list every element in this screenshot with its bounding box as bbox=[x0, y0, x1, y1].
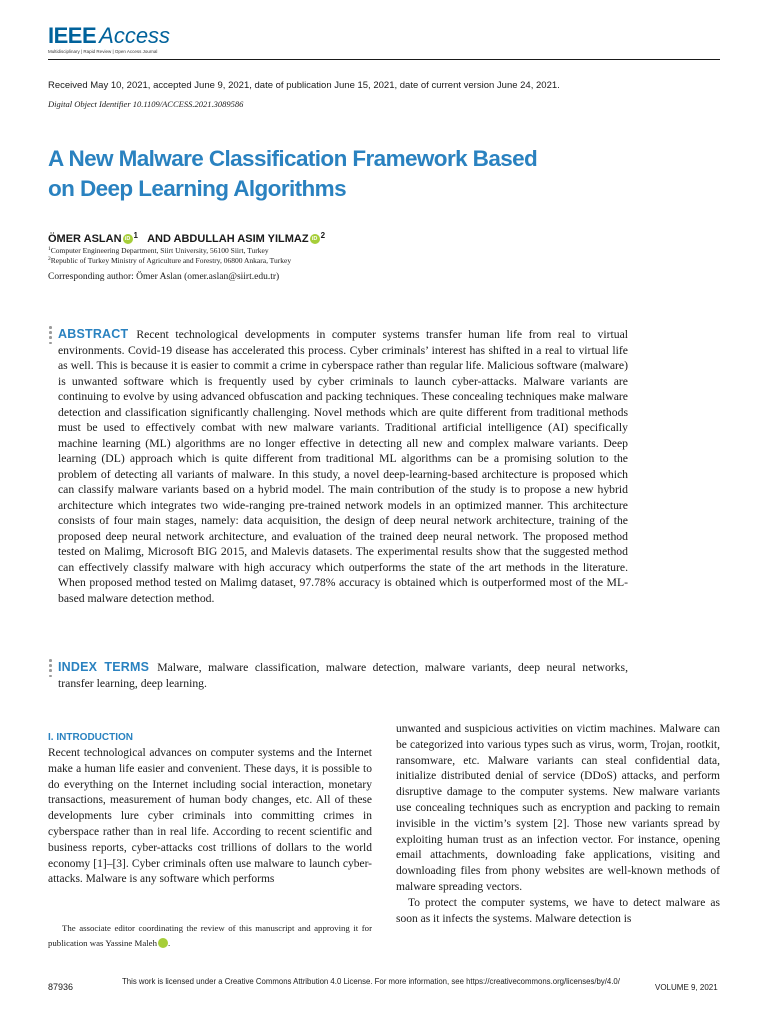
footnote-text: The associate editor coordinating the review of this manuscript and approving it for publication was Yassine Maleh bbox=[48, 923, 372, 948]
volume-label: VOLUME 9, 2021 bbox=[655, 983, 718, 992]
orcid-icon[interactable]: iD bbox=[123, 234, 133, 244]
affiliation-2-mark: 2 bbox=[48, 256, 51, 262]
paper-title bbox=[48, 144, 688, 204]
logo-ieee: IEEE bbox=[48, 23, 97, 48]
title-line-2: on Deep Learning Algorithms bbox=[48, 176, 346, 201]
header-rule bbox=[48, 59, 720, 60]
received-dates: Received May 10, 2021, accepted June 9, 2021, date of publication June 15, 2021, date of current version June 24, 2021. bbox=[48, 80, 560, 91]
author-2-affiliation-mark: 2 bbox=[320, 231, 326, 240]
author-list bbox=[48, 231, 325, 245]
introduction-paragraph: Recent technological advances on computer systems and the Internet make a human life easier and convenient. These days, it is possible to do everything on the Internet including social interaction, monetary transactions, measurement of human body changes, etc. All of these developments lure cyber criminals into committing crimes in cyberspace rather than in real life. According to recent scientific and business reports, cyber-attacks cost trillions of dollars to the world economy [1]–[3]. Cyber criminals often use malware to launch cyber-attacks. Malware is any software which performs bbox=[48, 747, 372, 886]
doi: Digital Object Identifier 10.1109/ACCESS.2021.3089586 bbox=[48, 99, 244, 109]
index-terms bbox=[58, 660, 628, 691]
affiliation-2-text: Republic of Turkey Ministry of Agriculture and Forestry, 06800 Ankara, Turkey bbox=[50, 256, 292, 265]
author-2: AND ABDULLAH ASIM YILMAZ bbox=[147, 233, 309, 245]
left-column bbox=[48, 730, 372, 888]
right-paragraph-1: unwanted and suspicious activities on victim machines. Malware can be categorized into various types such as virus, worm, Trojan, rootkit, ransomware, etc. Malware variants can steal confidential data, initialize distributed denial of service (DDoS) attacks, and perform disruptive damage to the computer systems. New malware variants use concealing techniques such as encryption and packing to remain invisible in the victim’s system [2]. Those new variants spread by exploiting human trust as an infection vector. For instance, opening email attachments, downloading fake applications, visiting and downloading files from phony websites are well-known methods of malware spreading vectors. bbox=[396, 723, 720, 893]
index-terms-text: Malware, malware classification, malware detection, malware variants, deep neural networks, transfer learning, deep learning. bbox=[58, 661, 628, 690]
journal-logo bbox=[48, 24, 170, 54]
abstract-dots-icon bbox=[49, 326, 52, 347]
abstract bbox=[58, 327, 628, 606]
author-1-affiliation-mark: 1 bbox=[133, 231, 138, 240]
section-heading: I. INTRODUCTION bbox=[48, 732, 133, 743]
author-1: ÖMER ASLAN bbox=[48, 233, 122, 245]
index-terms-dots-icon bbox=[49, 659, 52, 680]
license-notice[interactable]: This work is licensed under a Creative Commons Attribution 4.0 License. For more information, see https://creativecommons.org/licenses/by/4.0/ bbox=[122, 977, 620, 986]
right-paragraph-2: To protect the computer systems, we have to detect malware as soon as it infects the systems. Malware detection is bbox=[396, 896, 720, 925]
logo-access: Access bbox=[99, 23, 171, 48]
orcid-icon[interactable]: iD bbox=[158, 938, 168, 948]
abstract-label: ABSTRACT bbox=[58, 327, 129, 341]
right-column bbox=[396, 722, 720, 927]
affiliation-1-mark: 1 bbox=[48, 246, 51, 252]
page-number: 87936 bbox=[48, 982, 74, 992]
affiliation-1 bbox=[48, 246, 269, 255]
title-line-1: A New Malware Classification Framework Based bbox=[48, 146, 538, 171]
index-terms-label: INDEX TERMS bbox=[58, 660, 150, 674]
affiliation-1-text: Computer Engineering Department, Siirt University, 56100 Siirt, Turkey bbox=[50, 246, 269, 255]
editor-footnote bbox=[48, 921, 372, 951]
corresponding-author: Corresponding author: Ömer Aslan (omer.aslan@siirt.edu.tr) bbox=[48, 272, 280, 282]
footnote-end: . bbox=[167, 938, 171, 948]
affiliation-2 bbox=[48, 256, 291, 265]
orcid-icon[interactable]: iD bbox=[310, 234, 320, 244]
logo-tagline: Multidisciplinary | Rapid Review | Open Access Journal bbox=[48, 49, 158, 54]
abstract-text: Recent technological developments in computer systems transfer human life from real to virtual environments. Covid-19 disease has accelerated this process. Cyber criminals’ interest has shifted in a real to virtual life as well. This is because it is easier to commit a crime in cyberspace rather than regular life. Malicious software (malware) is unwanted software which is frequently used by cyber criminals to launch cyber-attacks. Malware variants are continuing to evolve by using advanced obfuscation and packing techniques. These concealing techniques make malware detection and classification significantly challenging. Novel methods which are quite different from traditional methods must be used to effectively combat with new malware variants. Traditional artificial intelligence (AI) specifically machine learning (ML) algorithms are no longer effective in detecting all new and complex malware variants. Deep learning (DL) approach which is quite different from traditional ML algorithms can be a promising solution to the problem of detecting all variants of malware. In this study, a novel deep-learning-based architecture is proposed which can classify malware variants based on a hybrid model. The main contribution of the study is to propose a new hybrid architecture which integrates two wide-ranging pre-trained network models in an optimized manner. This architecture consists of four main stages, namely: data acquisition, the design of deep neural network architecture, training of the proposed deep neural network architecture, and evaluation of the trained deep neural network. The proposed method tested on Malimg, Microsoft BIG 2015, and Malevis datasets. The experimental results show that the suggested method can effectively classify malware with high accuracy which outperforms the state of the art methods in the literature. When proposed method tested on Malimg dataset, 97.78% accuracy is obtained which is outperformed most of the ML-based malware detection method. bbox=[58, 328, 628, 605]
